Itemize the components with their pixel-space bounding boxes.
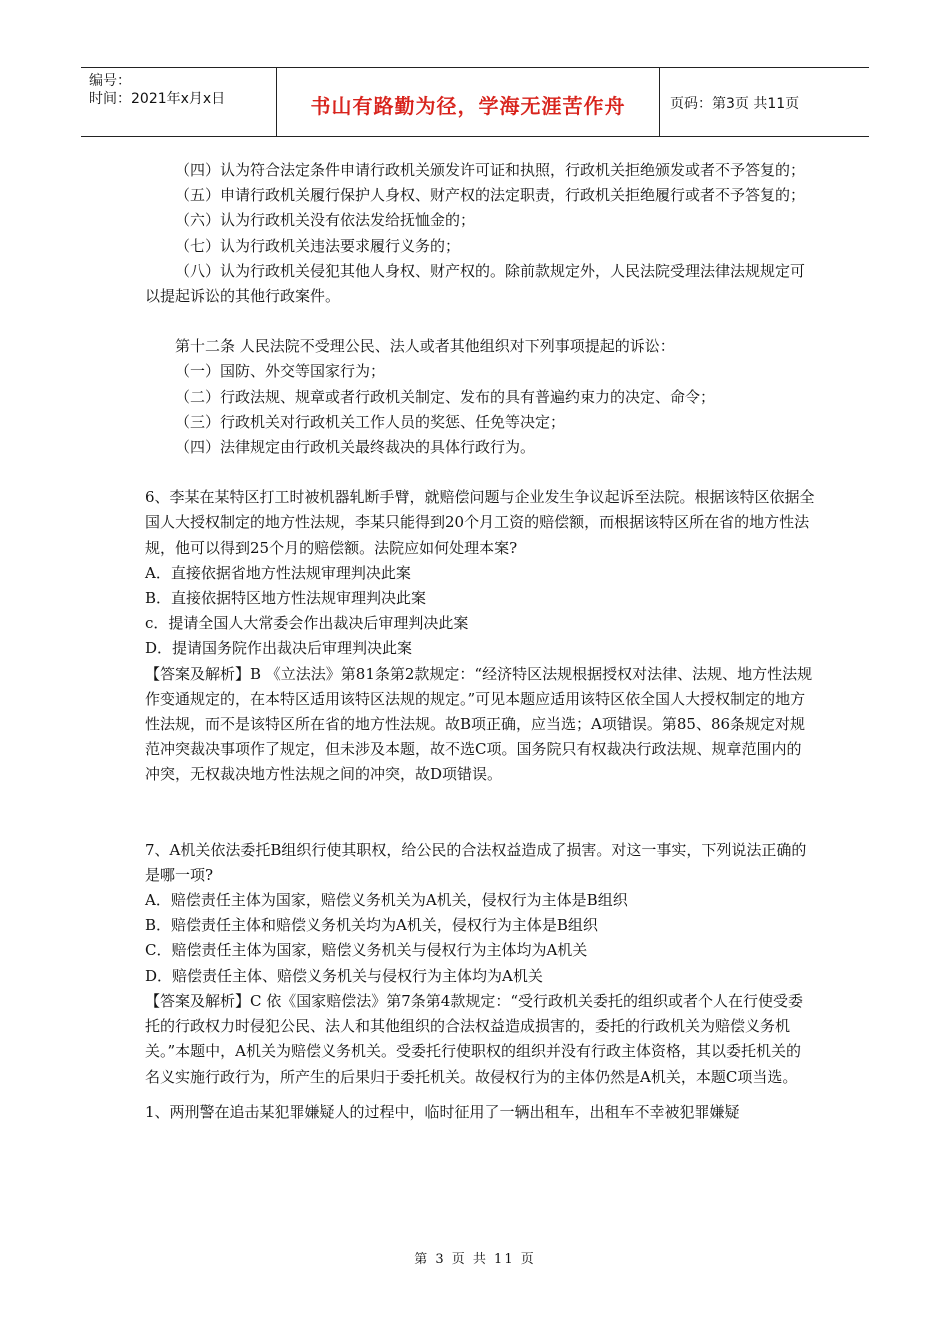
clause-item: （七）认为行政机关违法要求履行义务的； bbox=[175, 236, 461, 255]
clause-item: （四）认为符合法定条件申请行政机关颁发许可证和执照，行政机关拒绝颁发或者不予答复的； bbox=[175, 161, 806, 179]
document-body bbox=[145, 158, 815, 1125]
question-1-start: 1、两刑警在追击某犯罪嫌疑人的过程中，临时征用了一辆出租车，出租车不幸被犯罪嫌疑 bbox=[145, 1102, 740, 1121]
document-number-label: 编号： bbox=[89, 73, 131, 89]
question-6-option-a: A．直接依据省地方性法规审理判决此案 bbox=[145, 563, 411, 582]
clause-item: （六）认为行政机关没有依法发给抚恤金的； bbox=[175, 211, 476, 230]
clause-item: （一）国防、外交等国家行为； bbox=[175, 362, 386, 381]
header-left-cell bbox=[81, 68, 277, 136]
clause-item: （五）申请行政机关履行保护人身权、财产权的法定职责，行政机关拒绝履行或者不予答复的； bbox=[175, 186, 806, 205]
page-footer: 第 3 页 共 11 页 bbox=[414, 1252, 536, 1267]
question-7-option-a: A．赔偿责任主体为国家，赔偿义务机关为A机关，侵权行为主体是B组织 bbox=[145, 891, 628, 910]
question-7-option-d: D．赔偿责任主体、赔偿义务机关与侵权行为主体均为A机关 bbox=[145, 966, 543, 985]
question-6-option-c: c．提请全国人大常委会作出裁决后审理判决此案 bbox=[145, 614, 469, 633]
question-6-answer: 【答案及解析】B 《立法法》第81条第2款规定：“经济特区法规根据授权对法律、法规、地方性法规作变通规定的，在本特区适用该特区法规的规定。”可见本题应适用该特区依全国人大授权制定的地方性法规，而不是该特区所在省的地方性法规。故B项正确，应当选；A项错误。第85、86条规定对规范冲突裁决事项作了规定，但未涉及本题，故不选C项。国务院只有权裁决行政法规、规章范围内的冲突，无权裁决地方性法规之间的冲突，故D项错误。 bbox=[145, 664, 813, 784]
clause-item: （四）法律规定由行政机关最终裁决的具体行政行为。 bbox=[175, 438, 536, 457]
header-motto-cell bbox=[277, 68, 660, 136]
header-page-cell bbox=[660, 68, 869, 136]
question-7-option-c: C．赔偿责任主体为国家，赔偿义务机关与侵权行为主体均为A机关 bbox=[145, 941, 588, 960]
page-info: 页码：第3页 共11页 bbox=[670, 96, 800, 112]
question-7-answer: 【答案及解析】C 依《国家赔偿法》第7条第4款规定：“受行政机关委托的组织或者个人在行使受委托的行政权力时侵犯公民、法人和其他组织的合法权益造成损害的，委托的行政机关为赔偿义务机关。”本题中，A机关为赔偿义务机关。受委托行使职权的组织并没有行政主体资格，其以委托机关的名义实施行政行为，所产生的后果归于委托机关。故侵权行为的主体仍然是A机关，本题C项当选。 bbox=[145, 991, 804, 1086]
motto-text: 书山有路勤为径，学海无涯苦作舟 bbox=[310, 94, 626, 118]
clause-item: （八）认为行政机关侵犯其他人身权、财产权的。除前款规定外，人民法院受理法律法规规定可以提起诉讼的其他行政案件。 bbox=[145, 261, 806, 306]
question-6-option-d: D．提请国务院作出裁决后审理判决此案 bbox=[145, 639, 413, 658]
page-header bbox=[81, 67, 869, 137]
question-6-option-b: B．直接依据特区地方性法规审理判决此案 bbox=[145, 589, 427, 608]
question-7: 7、A机关依法委托B组织行使其职权，给公民的合法权益造成了损害。对这一事实，下列说法正确的是哪一项? bbox=[145, 840, 807, 884]
article-12-heading: 第十二条 人民法院不受理公民、法人或者其他组织对下列事项提起的诉讼： bbox=[175, 337, 675, 356]
question-6: 6、李某在某特区打工时被机器轧断手臂，就赔偿问题与企业发生争议起诉至法院。根据该特区依据全国人大授权制定的地方性法规，李某只能得到20个月工资的赔偿额，而根据该特区所在省的地方性法规，他可以得到25个月的赔偿额。法院应如何处理本案? bbox=[145, 488, 815, 557]
document-date-label: 时间：2021年x月x日 bbox=[89, 91, 226, 107]
clause-item: （二）行政法规、规章或者行政机关制定、发布的具有普遍约束力的决定、命令； bbox=[175, 387, 716, 406]
clause-item: （三）行政机关对行政机关工作人员的奖惩、任免等决定； bbox=[175, 412, 566, 431]
question-7-option-b: B．赔偿责任主体和赔偿义务机关均为A机关，侵权行为主体是B组织 bbox=[145, 916, 598, 935]
